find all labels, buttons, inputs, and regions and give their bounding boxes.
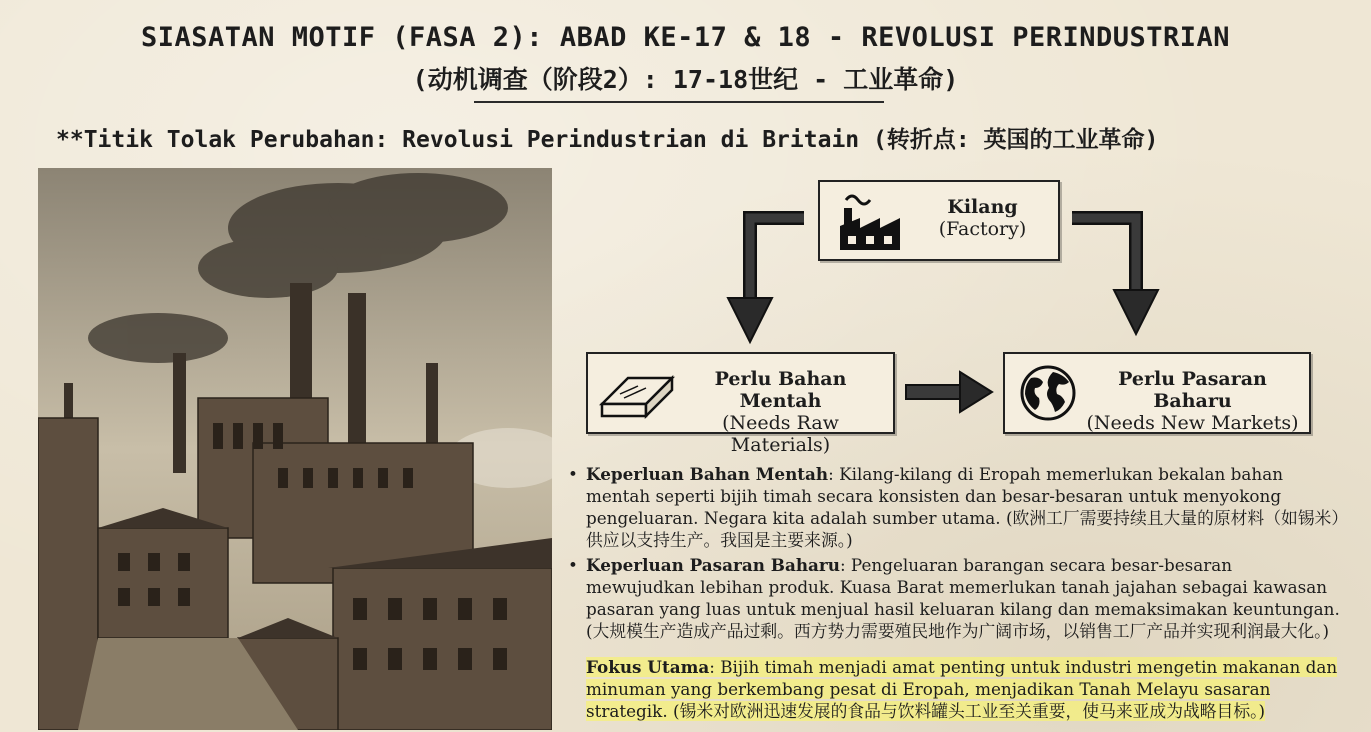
page-title: SIASATAN MOTIF (FASA 2): ABAD KE-17 & 18 - REVOLUSI PERINDUSTRIAN xyxy=(140,22,1231,53)
factory-box xyxy=(818,180,1060,261)
new-markets-box xyxy=(1003,352,1311,434)
focus-text: : Bijih timah menjadi amat penting untuk industri mengetin makanan dan minuman yang berkembang pesat di Eropah, menjadikan Tanah Melayu sasaran strategik. (锡米对欧洲迅速发展的食品与饮料罐头工业至关重要，使马来亚成为战略目标。) xyxy=(586,657,1338,721)
arrow-factory-to-raw-materials xyxy=(720,210,810,350)
list-item xyxy=(566,463,1346,551)
raw-materials-subtitle: (Needs Raw Materials) xyxy=(722,412,839,456)
main-focus-note xyxy=(586,656,1346,722)
list-item xyxy=(566,554,1346,642)
arrow-factory-to-new-markets xyxy=(1068,210,1168,340)
new-markets-title: Perlu Pasaran Baharu xyxy=(1118,368,1267,412)
globe-icon xyxy=(1017,364,1079,422)
factory-icon xyxy=(838,190,904,252)
section-subtitle: **Titik Tolak Perubahan: Revolusi Perindustrian di Britain (转折点: 英国的工业革命) xyxy=(56,127,1159,153)
industrial-revolution-illustration xyxy=(38,168,552,730)
title-underline xyxy=(474,101,884,103)
raw-materials-title: Perlu Bahan Mentah xyxy=(714,368,847,412)
page-title-chinese: (动机调查（阶段2）: 17-18世纪 - 工业革命) xyxy=(412,65,959,94)
new-markets-subtitle: (Needs New Markets) xyxy=(1086,412,1299,434)
bullet-term: Keperluan Bahan Mentah xyxy=(586,464,829,484)
factory-title: Kilang xyxy=(947,196,1018,218)
raw-materials-box xyxy=(586,352,895,456)
tin-ingot-icon xyxy=(598,364,676,422)
focus-term: Fokus Utama xyxy=(586,657,710,677)
factory-subtitle: (Factory) xyxy=(938,218,1027,240)
arrow-raw-materials-to-new-markets xyxy=(904,368,996,416)
bullet-text: : Kilang-kilang di Eropah memerlukan bekalan bahan mentah seperti bijih timah secara konsisten dan besar-besaran untuk menyokong pengeluaran. Negara kita adalah sumber utama. (欧洲工厂需要持续且大量的原材料（如锡米）供应以支持生产。我国是主要来源。) xyxy=(586,464,1340,550)
explanation-list xyxy=(566,463,1346,645)
bullet-text: : Pengeluaran barangan secara besar-besaran mewujudkan lebihan produk. Kuasa Barat memerlukan tanah jajahan sebagai kawasan pasaran yang luas untuk menjual hasil keluaran kilang dan memaksimakan keuntungan. (大规模生产造成产品过剩。西方势力需要殖民地作为广阔市场，以销售工厂产品并实现利润最大化。) xyxy=(586,555,1340,641)
bullet-term: Keperluan Pasaran Baharu xyxy=(586,555,840,575)
